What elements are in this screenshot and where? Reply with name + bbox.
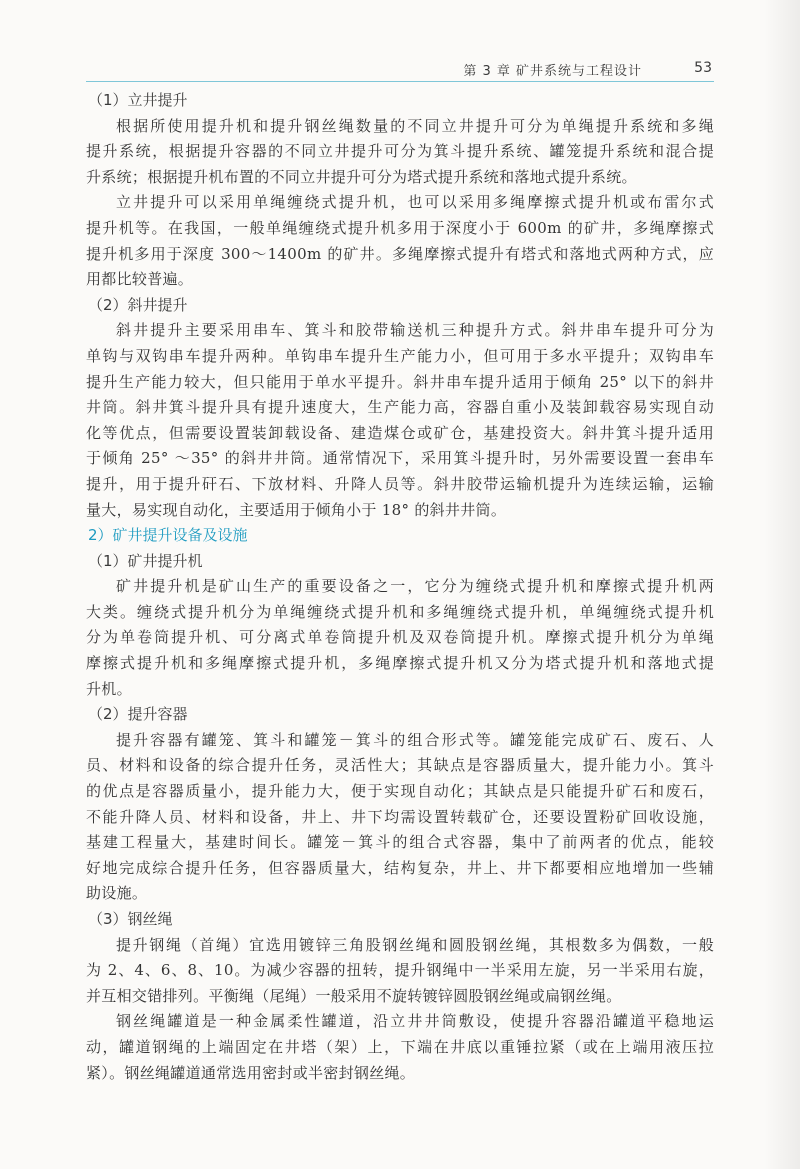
- paragraph-line: 助设施。: [86, 884, 148, 903]
- paragraph: [86, 933, 714, 1010]
- paragraph-line: 提升机多用于深度 300～1400m 的矿井。多绳摩擦式提升有塔式和落地式两种方式，应: [86, 244, 714, 263]
- paragraph-line: 提升机等。在我国，一般单绳缠绕式提升机多用于深度小于 600m 的矿井，多绳摩擦式: [86, 218, 714, 237]
- paragraph-line: 立井提升可以采用单绳缠绕式提升机，也可以采用多绳摩擦式提升机或布雷尔式: [116, 193, 714, 212]
- paragraph: [86, 728, 714, 907]
- paragraph-line: 提升系统，根据提升容器的不同立井提升可分为箕斗提升系统、罐笼提升系统和混合提: [86, 142, 714, 161]
- paragraph-line: 大类。缠绕式提升机分为单绳缠绕式提升机和多绳缠绕式提升机，单绳缠绕式提升机: [86, 602, 714, 621]
- paragraph-line: 提升，用于提升矸石、下放材料、升降人员等。斜井胶带运输机提升为连续运输，运输: [86, 474, 714, 493]
- paragraph-line: 摩擦式提升机和多绳摩擦式提升机，多绳摩擦式提升机又分为塔式提升机和落地式提: [86, 654, 714, 673]
- paragraph-line: 的优点是容器质量小，提升能力大，便于实现自动化；其缺点是只能提升矿石和废石，: [86, 782, 714, 801]
- paragraph-line: 不能升降人员、材料和设备，井上、井下均需设置转载矿仓，还要设置粉矿回收设施，: [86, 807, 714, 826]
- paragraph-line: 动，罐道钢绳的上端固定在井塔（架）上，下端在井底以重锤拉紧（或在上端用液压拉: [86, 1037, 714, 1056]
- paragraph-line: 矿井提升机是矿山生产的重要设备之一，它分为缠绕式提升机和摩擦式提升机两: [116, 577, 714, 596]
- paragraph-line: 基建工程量大，基建时间长。罐笼－箕斗的组合式容器，集中了前两者的优点，能较: [86, 833, 714, 852]
- header-rule: [86, 81, 714, 82]
- paragraph-line: 员、材料和设备的综合提升任务，灵活性大；其缺点是容器质量大，提升能力小。箕斗: [86, 756, 714, 775]
- paragraph: [86, 318, 714, 523]
- paragraph-line: 用都比较普遍。: [86, 270, 194, 289]
- paragraph-line: 井筒。斜井箕斗提升具有提升速度大，生产能力高，容器自重小及装卸载容易实现自动: [86, 398, 714, 417]
- chapter-title: 第 3 章 矿井系统与工程设计: [463, 64, 642, 79]
- page-edge-shadow: [764, 0, 800, 1169]
- paragraph-line: 斜井提升主要采用串车、箕斗和胶带输送机三种提升方式。斜井串车提升可分为: [116, 321, 714, 340]
- paragraph-line: 为 2、4、6、8、10。为减少容器的扭转，提升钢绳中一半采用左旋，另一半采用右旋，: [86, 961, 714, 980]
- section-heading: 2）矿井提升设备及设施: [88, 526, 248, 545]
- page-number: 53: [694, 60, 712, 76]
- paragraph-line: 升系统；根据提升机布置的不同立井提升可分为塔式提升系统和落地式提升系统。: [86, 167, 637, 186]
- paragraph: [86, 1009, 714, 1086]
- sub-heading: （2）提升容器: [88, 705, 188, 724]
- paragraph-line: 量大，易实现自动化，主要适用于倾角小于 18° 的斜井井筒。: [86, 500, 507, 519]
- paragraph-line: 于倾角 25° ～35° 的斜井井筒。通常情况下，采用箕斗提升时，另外需要设置一套串车: [86, 449, 714, 468]
- paragraph-line: 化等优点，但需要设置装卸载设备、建造煤仓或矿仓，基建投资大。斜井箕斗提升适用: [86, 423, 714, 442]
- paragraph: [86, 190, 714, 292]
- paragraph-line: 根据所使用提升机和提升钢丝绳数量的不同立井提升可分为单绳提升系统和多绳: [116, 116, 714, 135]
- paragraph-line: 分为单卷筒提升机、可分离式单卷筒提升机及双卷筒提升机。摩擦式提升机分为单绳: [86, 628, 714, 647]
- body-text: [86, 88, 714, 1086]
- paragraph-line: 好地完成综合提升任务，但容器质量大，结构复杂，井上、井下都要相应地增加一些辅: [86, 858, 714, 877]
- paragraph-line: 提升容器有罐笼、箕斗和罐笼－箕斗的组合形式等。罐笼能完成矿石、废石、人: [116, 730, 714, 749]
- paragraph: [86, 114, 714, 191]
- sub-heading: （1）立井提升: [88, 91, 188, 109]
- paragraph-line: 提升生产能力较大，但只能用于单水平提升。斜井串车提升适用于倾角 25° 以下的斜井: [86, 372, 714, 391]
- sub-heading: （2）斜井提升: [88, 295, 188, 314]
- paragraph-line: 钢丝绳罐道是一种金属柔性罐道，沿立井井筒敷设，使提升容器沿罐道平稳地运: [116, 1012, 714, 1031]
- paragraph-line: 提升钢绳（首绳）宜选用镀锌三角股钢丝绳和圆股钢丝绳，其根数多为偶数，一般: [116, 935, 714, 954]
- paragraph-line: 升机。: [86, 679, 132, 698]
- paragraph-line: 单钩与双钩串车提升两种。单钩串车提升生产能力小，但可用于多水平提升；双钩串车: [86, 346, 714, 365]
- running-header: [0, 0, 800, 80]
- sub-heading: （1）矿井提升机: [88, 551, 203, 570]
- paragraph-line: 并互相交错排列。平衡绳（尾绳）一般采用不旋转镀锌圆股钢丝绳或扁钢丝绳。: [86, 986, 622, 1005]
- sub-heading: （3）钢丝绳: [88, 910, 173, 928]
- paragraph-line: 紧）。钢丝绳罐道通常选用密封或半密封钢丝绳。: [86, 1063, 416, 1082]
- paragraph: [86, 574, 714, 702]
